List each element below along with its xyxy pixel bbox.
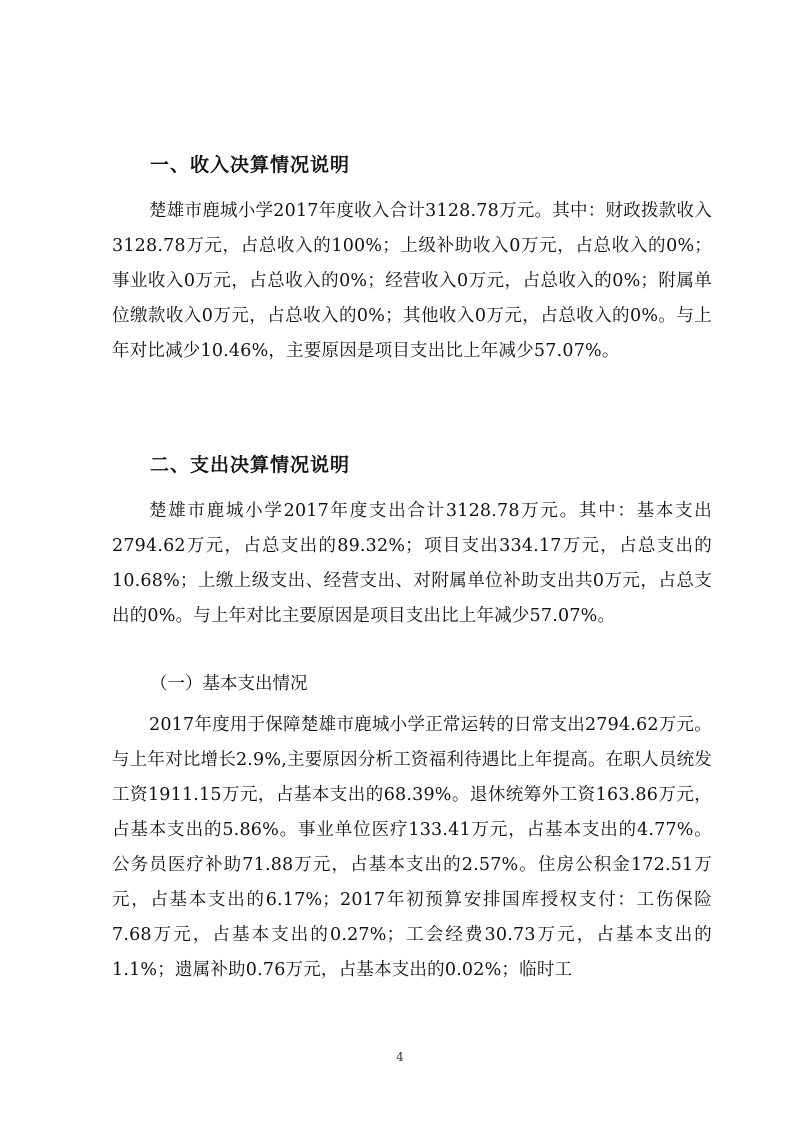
page-number: 4 [396,1050,404,1064]
section-heading-expenditure: 二、支出决算情况说明 [150,454,351,476]
section-heading-income: 一、收入决算情况说明 [150,154,351,176]
subsection-heading-basic-expenditure: （一）基本支出情况 [150,674,308,694]
expenditure-paragraph: 楚雄市鹿城小学2017年度支出合计3128.78万元。其中：基本支出2794.62万元，占总支出的89.32%；项目支出334.17万元，占总支出的10.68%；上缴上级支出、经营支出、对附属单位补助支出共0万元，占总支出的0%。与上年对比主要原因是项目支出比上年减少57.07%。 [112,501,712,626]
income-paragraph: 楚雄市鹿城小学2017年度收入合计3128.78万元。其中：财政拨款收入3128.78万元，占总收入的100%；上级补助收入0万元，占总收入的0%；事业收入0万元，占总收入的0%；经营收入0万元，占总收入的0%；附属单位缴款收入0万元，占总收入的0%；其他收入0万元，占总收入的0%。与上年对比减少10.46%，主要原因是项目支出比上年减少57.07%。 [112,201,712,361]
basic-expenditure-paragraph: 2017年度用于保障楚雄市鹿城小学正常运转的日常支出2794.62万元。与上年对比增长2.9%,主要原因分析工资福利待遇比上年提高。在职人员统发工资1911.15万元，占基本支出的68.39%。退休统筹外工资163.86万元，占基本支出的5.86%。事业单位医疗133.41万元，占基本支出的4.77%。公务员医疗补助71.88万元，占基本支出的2.57%。住房公积金172.51万元，占基本支出的6.17%；2017年初预算安排国库授权支付：工伤保险7.68万元，占基本支出的0.27%；工会经费30.73万元，占基本支出的1.1%；遗属补助0.76万元，占基本支出的0.02%；临时工 [112,715,712,980]
